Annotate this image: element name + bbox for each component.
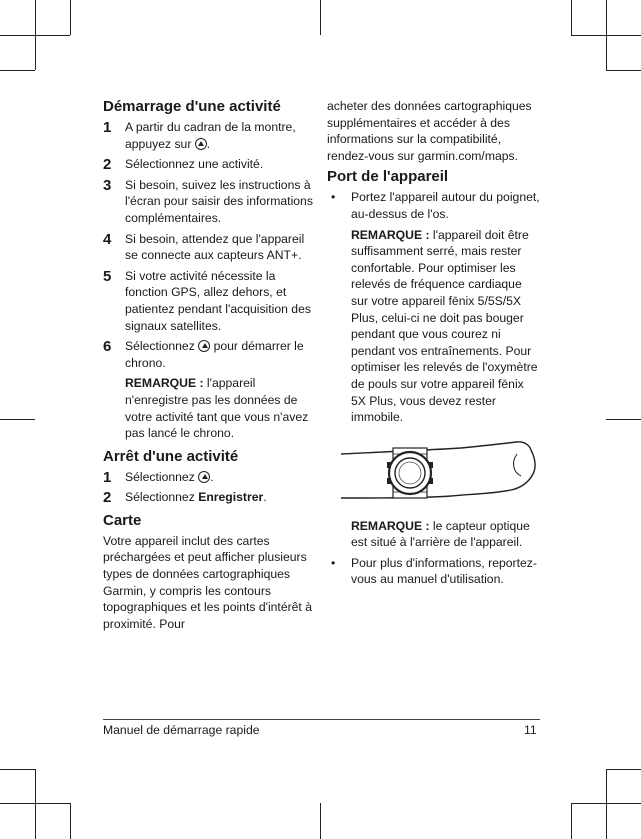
step-3 [103, 177, 315, 227]
crop-mark [35, 769, 36, 839]
step-number: 4 [103, 230, 112, 248]
crop-mark [0, 419, 35, 420]
wear-note-1 [327, 227, 542, 426]
step-text: Si besoin, attendez que l'appareil se connecte aux capteurs ANT+. [125, 231, 305, 263]
note-label: REMARQUE : [125, 376, 204, 391]
step-text: Si besoin, suivez les instructions à l'écran pour saisir des informations complémentaires. [125, 177, 313, 225]
crop-mark [606, 769, 641, 770]
crop-mark [606, 419, 641, 420]
stop-step-2 [103, 489, 315, 506]
save-label: Enregistrer [198, 490, 264, 505]
stop-step-1 [103, 469, 315, 486]
step-text-end: . [210, 469, 214, 484]
bullet-text: Portez l'appareil autour du poignet, au-dessus de l'os. [351, 190, 540, 221]
section-title-map: Carte [103, 511, 142, 529]
step-number: 2 [103, 489, 112, 507]
section-title-start: Démarrage d'une activité [103, 98, 281, 115]
crop-mark [571, 803, 572, 839]
step-number: 3 [103, 176, 112, 194]
page-number: 11 [524, 723, 537, 737]
crop-mark [0, 70, 35, 71]
step-text: Sélectionnez une activité. [125, 157, 264, 172]
section-title-stop: Arrêt d'une activité [103, 447, 239, 465]
wear-bullet-1 [327, 189, 542, 222]
section-title-wear: Port de l'appareil [327, 168, 449, 186]
note-text: l'appareil doit être suffisamment serré, mais rester confortable. Pour optimiser les relevés de fréquence cardiaque sur votre appareil fēnix 5/5S/5X Plus, celui-ci ne doit pas bouger pendant que vous courez ni pendant vos entraînements. Pour optimiser les relevés de l'oxymètre de pouls sur votre appareil fēnix 5X Plus, vous devez rester immobile. [351, 227, 538, 425]
crop-mark [35, 0, 36, 70]
step-5 [103, 268, 315, 334]
step-number: 6 [103, 338, 112, 356]
step-text: Sélectionnez [125, 469, 199, 484]
step-1 [103, 119, 315, 152]
wrist-watch-illustration [341, 432, 541, 512]
footer-title: Manuel de démarrage rapide [103, 723, 260, 737]
step-4 [103, 231, 315, 264]
crop-mark [0, 769, 35, 770]
step-text-end: . [263, 490, 267, 505]
left-column [103, 98, 315, 632]
map-paragraph: Votre appareil inclut des cartes préchargées et peut afficher plusieurs types de données cartographiques Garmin, y compris les contours topographiques et les points d'intérêt à proximité. Pour [103, 533, 312, 631]
crop-mark [70, 803, 71, 839]
wear-note-2 [327, 518, 542, 551]
step-text-end: pour démarrer le chrono. [125, 339, 304, 370]
note-label: REMARQUE : [351, 227, 430, 242]
step-text: Si votre activité nécessite la fonction GPS, allez dehors, et patientez pendant l'acquisition des signaux satellites. [125, 268, 311, 333]
note-start [103, 375, 315, 441]
map-paragraph-continued: acheter des données cartographiques supplémentaires et accéder à des informations sur la compatibilité, rendez-vous sur garmin.com/maps. [327, 99, 532, 163]
step-number: 1 [103, 468, 112, 486]
right-column [327, 98, 542, 592]
note-text: le capteur optique est situé à l'arrière de l'appareil. [351, 518, 530, 550]
action-button-icon [198, 340, 210, 352]
bullet-text: Pour plus d'informations, reportez-vous au manuel d'utilisation. [351, 555, 537, 587]
crop-mark [606, 70, 641, 71]
action-button-icon [195, 138, 207, 150]
step-6 [103, 338, 315, 371]
step-number: 1 [103, 119, 112, 136]
step-text-end: . [206, 136, 211, 151]
footer-divider [103, 719, 540, 720]
crop-mark [571, 0, 572, 35]
step-text: A partir du cadran de la montre, appuyez sur [125, 120, 296, 151]
step-2 [103, 156, 315, 173]
step-number: 5 [103, 267, 112, 285]
bullet-dot: • [331, 555, 336, 570]
crop-mark [70, 0, 71, 35]
note-text: l'appareil n'enregistre pas les données de votre activité tant que vous n'avez pas lancé le chrono. [125, 376, 309, 441]
bullet-dot: • [331, 190, 336, 205]
step-text: Sélectionnez [125, 490, 199, 505]
step-text: Sélectionnez [125, 339, 199, 354]
crop-mark [606, 769, 607, 839]
wear-bullet-2 [327, 555, 542, 588]
crop-mark [320, 0, 321, 35]
action-button-icon [198, 471, 210, 483]
step-number: 2 [103, 156, 112, 174]
crop-mark [320, 803, 321, 839]
crop-mark [606, 0, 607, 70]
note-label: REMARQUE : [351, 518, 430, 533]
